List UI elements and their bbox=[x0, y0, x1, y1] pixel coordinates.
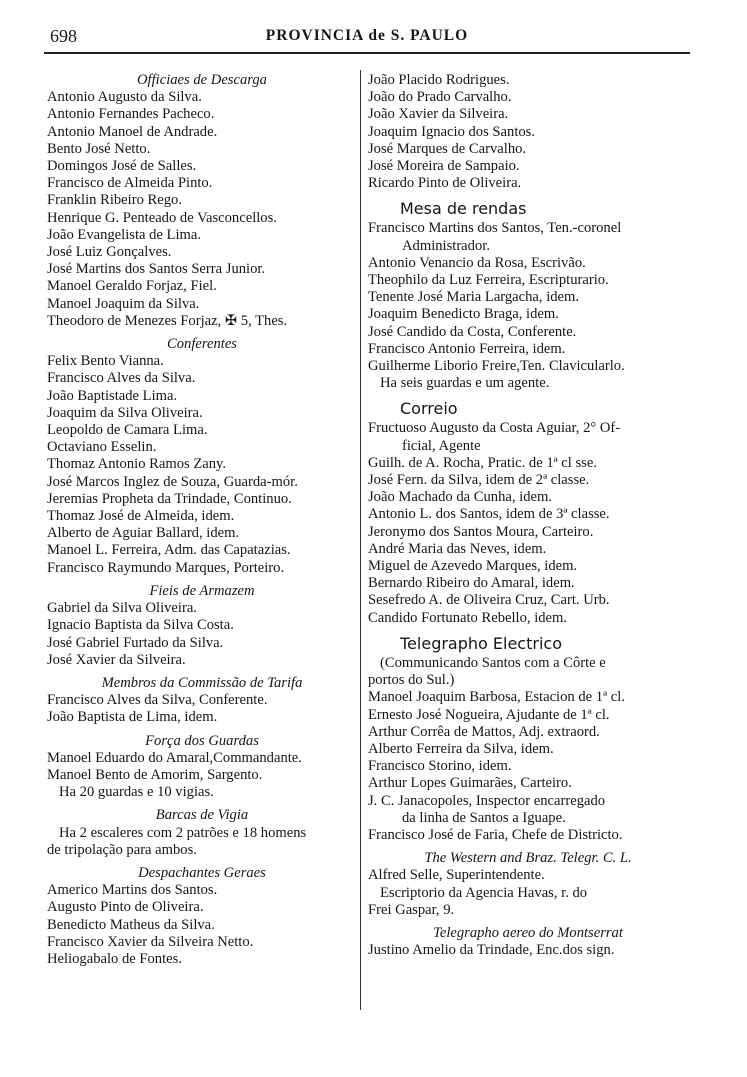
entry-line: Tenente José Maria Largacha, idem. bbox=[368, 289, 580, 306]
entry-line: Jeronymo dos Santos Moura, Carteiro. bbox=[368, 523, 594, 540]
subsection-heading: Fieis de Armazem bbox=[149, 582, 255, 599]
entry-line: Ha 20 guardas e 10 vigias. bbox=[59, 784, 214, 801]
running-title: PROVINCIA de S. PAULO bbox=[265, 27, 469, 44]
entry-line: Felix Bento Vianna. bbox=[47, 353, 164, 370]
entry-line: Thomaz José de Almeida, idem. bbox=[47, 508, 235, 525]
entry-line: Alfred Selle, Superintendente. bbox=[368, 867, 545, 884]
entry-line: João Placido Rodrigues. bbox=[368, 72, 510, 88]
entry-line: João Evangelista de Lima. bbox=[47, 226, 201, 243]
entry-line: Joaquim Ignacio dos Santos. bbox=[368, 123, 536, 140]
entry-line: José Gabriel Furtado da Silva. bbox=[47, 634, 224, 651]
entry-line: Francisco Alves da Silva. bbox=[47, 370, 196, 387]
entry-line: Manoel L. Ferreira, Adm. das Capatazias. bbox=[47, 542, 291, 559]
entry-line: João Baptistade Lima. bbox=[47, 387, 178, 404]
entry-line: João Machado da Cunha, idem. bbox=[368, 489, 552, 506]
section-heading: Telegrapho Electrico bbox=[400, 633, 562, 653]
entry-line: Francisco Martins dos Santos, Ten.-coronel bbox=[368, 220, 622, 237]
entry-line: Francisco Alves da Silva, Conferente. bbox=[47, 692, 268, 709]
entry-line: (Communicando Santos com a Côrte e bbox=[380, 654, 606, 671]
subsection-heading: Telegrapho aereo do Montserrat bbox=[433, 924, 623, 941]
entry-line: Antonio Augusto da Silva. bbox=[47, 89, 202, 106]
entry-line: Francisco Raymundo Marques, Porteiro. bbox=[47, 559, 285, 576]
subsection-heading: Força dos Guardas bbox=[145, 732, 259, 749]
entry-line: Manoel Bento de Amorim, Sargento. bbox=[47, 766, 263, 783]
entry-line: Manoel Joaquim Barbosa, Estacion de 1ª cl. bbox=[368, 689, 625, 706]
right-column bbox=[368, 72, 688, 959]
page-number: 698 bbox=[50, 26, 77, 46]
entry-line: José Fern. da Silva, idem de 2ª classe. bbox=[368, 472, 590, 489]
entry-line: Ricardo Pinto de Oliveira. bbox=[368, 175, 522, 192]
entry-line: Joaquim Benedicto Braga, idem. bbox=[368, 306, 559, 323]
subsection-heading: Despachantes Geraes bbox=[138, 864, 266, 881]
entry-line: Candido Fortunato Rebello, idem. bbox=[368, 609, 568, 626]
entry-line: Administrador. bbox=[402, 237, 490, 254]
entry-line: Joaquim da Silva Oliveira. bbox=[47, 404, 203, 421]
entry-line: José Moreira de Sampaio. bbox=[368, 158, 520, 175]
entry-line: Leopoldo de Camara Lima. bbox=[47, 422, 208, 439]
entry-line: Ignacio Baptista da Silva Costa. bbox=[47, 617, 234, 634]
entry-line: Octaviano Esselin. bbox=[47, 439, 157, 456]
entry-line: José Xavier da Silveira. bbox=[47, 651, 186, 668]
entry-line: Antonio Manoel de Andrade. bbox=[47, 123, 218, 140]
section-heading: Mesa de rendas bbox=[400, 199, 527, 219]
entry-line: José Marques de Carvalho. bbox=[368, 140, 527, 157]
subsection-heading: Barcas de Vigia bbox=[155, 807, 249, 824]
entry-line: Miguel de Azevedo Marques, idem. bbox=[368, 558, 578, 575]
entry-line: Francisco José de Faria, Chefe de Districto. bbox=[368, 826, 623, 843]
entry-line: João Baptista de Lima, idem. bbox=[47, 709, 218, 726]
entry-line: Sesefredo A. de Oliveira Cruz, Cart. Urb. bbox=[368, 592, 610, 609]
section-heading: Correio bbox=[400, 399, 458, 419]
subsection-heading: Conferentes bbox=[167, 336, 237, 353]
entry-line: João do Prado Carvalho. bbox=[368, 89, 512, 106]
entry-line: Theodoro de Menezes Forjaz, ✠ 5, Thes. bbox=[47, 312, 288, 329]
entry-line: Guilh. de A. Rocha, Pratic. de 1ª cl sse. bbox=[368, 454, 597, 471]
entry-line: Arthur Corrêa de Mattos, Adj. extraord. bbox=[368, 723, 600, 740]
entry-line: Arthur Lopes Guimarães, Carteiro. bbox=[368, 775, 572, 792]
entry-line: Augusto Pinto de Oliveira. bbox=[47, 899, 204, 916]
entry-line: Francisco Antonio Ferreira, idem. bbox=[368, 340, 566, 357]
entry-line: Escriptorio da Agencia Havas, r. do bbox=[380, 884, 588, 901]
entry-line: Antonio Venancio da Rosa, Escrivão. bbox=[368, 254, 586, 271]
left-column bbox=[47, 72, 357, 968]
entry-line: Francisco de Almeida Pinto. bbox=[47, 175, 213, 192]
entry-line: Ernesto José Nogueira, Ajudante de 1ª cl. bbox=[368, 706, 610, 723]
entry-line: Gabriel da Silva Oliveira. bbox=[47, 600, 197, 617]
subsection-heading: The Western and Braz. Telegr. C. L. bbox=[424, 850, 632, 867]
entry-line: Antonio Fernandes Pacheco. bbox=[47, 106, 215, 123]
entry-line: Domingos José de Salles. bbox=[47, 158, 197, 175]
entry-line: Heliogabalo de Fontes. bbox=[47, 950, 182, 967]
entry-line: Benedicto Matheus da Silva. bbox=[47, 916, 215, 933]
entry-line: Jeremias Propheta da Trindade, Continuo. bbox=[47, 490, 292, 507]
entry-line: Francisco Storino, idem. bbox=[368, 758, 512, 775]
entry-line: Ha seis guardas e um agente. bbox=[380, 375, 550, 392]
entry-line: Justino Amelio da Trindade, Enc.dos sign. bbox=[368, 942, 615, 959]
entry-line: José Martins dos Santos Serra Junior. bbox=[47, 261, 266, 278]
entry-line: Guilherme Liborio Freire,Ten. Clavicularlo. bbox=[368, 358, 625, 375]
entry-line: José Luiz Gonçalves. bbox=[47, 244, 172, 261]
header-rule bbox=[44, 52, 690, 54]
page-header bbox=[44, 26, 690, 50]
entry-line: Franklin Ribeiro Rego. bbox=[47, 192, 182, 209]
entry-line: Bento José Netto. bbox=[47, 140, 151, 157]
entry-line: Henrique G. Penteado de Vasconcellos. bbox=[47, 209, 277, 226]
entry-line: Bernardo Ribeiro do Amaral, idem. bbox=[368, 575, 575, 592]
subsection-heading: Officiaes de Descarga bbox=[137, 72, 267, 88]
entry-line: de tripolação para ambos. bbox=[47, 841, 197, 858]
subsection-heading: Membros da Commissão de Tarifa bbox=[101, 674, 303, 691]
entry-line: João Xavier da Silveira. bbox=[368, 106, 509, 123]
entry-line: Fructuoso Augusto da Costa Aguiar, 2° Of- bbox=[368, 420, 621, 437]
entry-line: Manoel Joaquim da Silva. bbox=[47, 295, 200, 312]
entry-line: Francisco Xavier da Silveira Netto. bbox=[47, 933, 254, 950]
entry-line: ficial, Agente bbox=[402, 437, 481, 454]
entry-line: portos do Sul.) bbox=[368, 672, 455, 689]
entry-line: Americo Martins dos Santos. bbox=[47, 882, 218, 899]
entry-line: Ha 2 escaleres com 2 patrões e 18 homens bbox=[59, 824, 307, 841]
entry-line: André Maria das Neves, idem. bbox=[368, 540, 547, 557]
entry-line: Manoel Geraldo Forjaz, Fiel. bbox=[47, 278, 217, 295]
entry-line: Theophilo da Luz Ferreira, Escripturario. bbox=[368, 272, 609, 289]
entry-line: Manoel Eduardo do Amaral,Commandante. bbox=[47, 749, 302, 766]
entry-line: José Candido da Costa, Conferente. bbox=[368, 323, 577, 340]
entry-line: Alberto Ferreira da Silva, idem. bbox=[368, 740, 554, 757]
entry-line: da linha de Santos a Iguape. bbox=[402, 809, 566, 826]
entry-line: Thomaz Antonio Ramos Zany. bbox=[47, 456, 227, 473]
entry-line: Alberto de Aguiar Ballard, idem. bbox=[47, 525, 240, 542]
column-divider bbox=[360, 70, 361, 1010]
entry-line: José Marcos Inglez de Souza, Guarda-mór. bbox=[47, 473, 298, 490]
entry-line: J. C. Janacopoles, Inspector encarregado bbox=[368, 792, 606, 809]
entry-line: Frei Gaspar, 9. bbox=[368, 901, 455, 918]
entry-line: Antonio L. dos Santos, idem de 3ª classe. bbox=[368, 506, 610, 523]
